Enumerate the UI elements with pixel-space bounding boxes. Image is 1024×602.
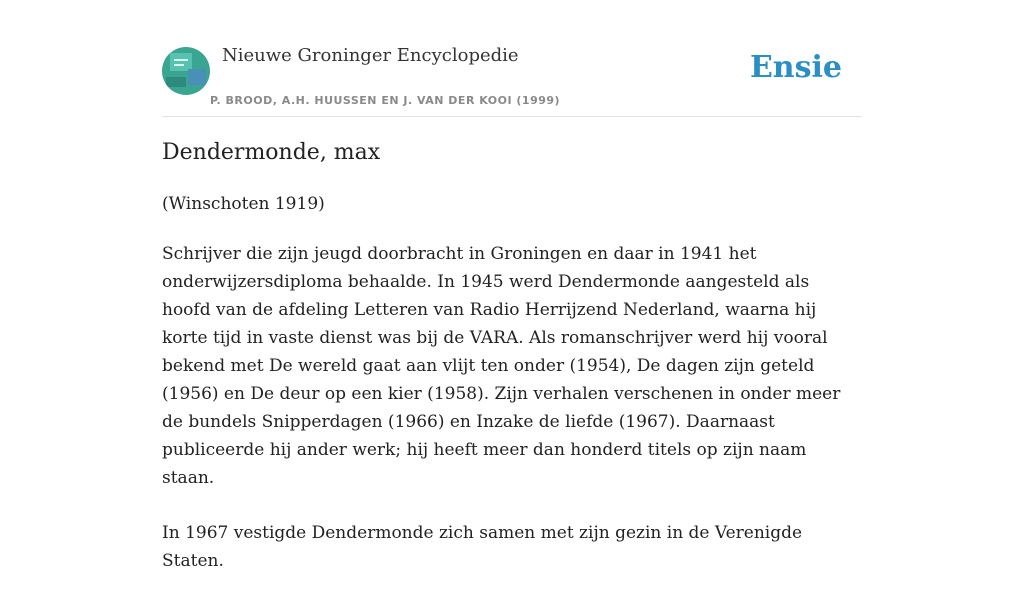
cover-shape xyxy=(174,64,184,66)
cover-shape xyxy=(188,69,206,85)
entry-subtitle: (Winschoten 1919) xyxy=(162,194,325,214)
entry-paragraph: Schrijver die zijn jeugd doorbracht in Groningen en daar in 1941 het onderwijzersdiploma behaalde. In 1945 werd Dendermonde aangesteld als hoofd van de afdeling Letteren van Radio Herrijzend Nederland, waarna hij korte tijd in vaste dienst was bij de VARA. Als romanschrijver werd hij vooral bekend met De wereld gaat aan vlijt ten onder (1954), De dagen zijn geteld (1956) en De deur op een kier (1958). Zijn verhalen verschenen in onder meer de bundels Snipperdagen (1966) en Inzake de liefde (1967). Daarnaast publiceerde hij ander werk; hij heeft meer dan honderd titels op zijn naam staan. xyxy=(162,244,841,488)
page xyxy=(162,0,862,571)
entry-body xyxy=(162,240,862,602)
cover-shape xyxy=(174,59,188,61)
cover-shape xyxy=(166,77,186,87)
entry-paragraph: In 1967 vestigde Dendermonde zich samen met zijn gezin in de Verenigde Staten. xyxy=(162,523,803,571)
entry-title: Dendermonde, max xyxy=(162,140,381,165)
header xyxy=(162,0,862,117)
book-title-link[interactable]: Nieuwe Groninger Encyclopedie xyxy=(222,45,519,66)
book-authors: P. BROOD, A.H. HUUSSEN EN J. VAN DER KOOI (1999) xyxy=(210,94,561,107)
book-cover-icon[interactable] xyxy=(162,47,210,95)
ensie-logo-link[interactable]: Ensie xyxy=(749,50,842,85)
